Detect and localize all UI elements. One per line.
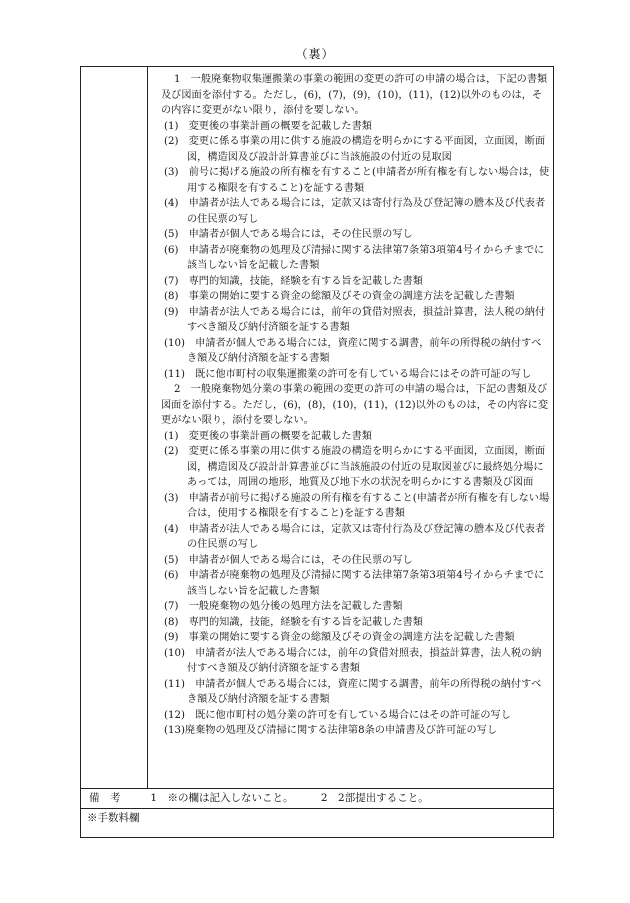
note-2: 2 2部提出すること。 xyxy=(320,792,429,804)
section1-item: (1) 変更後の事業計画の概要を記載した書類 xyxy=(164,120,372,132)
section2-item: (3) 申請者が前号に掲げる施設の所有権を有すること(申請者が所有権を有しない場合は，使用する権限を有すること)を証する書類 xyxy=(164,492,550,519)
attachments-content xyxy=(149,67,553,788)
section1-intro: 1 一般廃棄物収集運搬業の事業の範囲の変更の許可の申請の場合は，下記の書類及び図面を添付する。ただし，(6)，(7)，(9)，(10)，(11)，(12)以外のものは，その内容に変更がない限り，添付を要しない。 xyxy=(161,74,548,116)
section2-item: (7) 一般廃棄物の処分後の処理方法を記載した書類 xyxy=(164,601,403,612)
section1-item: (11) 既に他市町村の収集運搬業の許可を有している場合にはその許可証の写し xyxy=(164,368,532,380)
section2-item: (4) 申請者が法人である場合には，定款又は寄付行為及び登記簿の謄本及び代表者の住民票の写し xyxy=(164,523,546,550)
form-table xyxy=(80,66,554,838)
section2-item: (1) 変更後の事業計画の概要を記載した書類 xyxy=(164,430,372,442)
section1-item: (7) 専門的知識，技能，経験を有する旨を記載した書類 xyxy=(164,275,423,287)
section1-item: (8) 事業の開始に要する資金の総額及びその資金の調達方法を記載した書類 xyxy=(164,291,515,302)
section2-item: (10) 申請者が法人である場合には，前年の貸借対照表，損益計算書，法人税の納付すべき額及び納付済額を証する書類 xyxy=(164,647,542,674)
section1-item: (3) 前号に掲げる施設の所有権を有すること(申請者が所有権を有しない場合は，使用する権限を有すること)を証する書類 xyxy=(164,167,550,194)
section2-item: (13)廃棄物の処理及び清掃に関する法律第8条の申請書及び許可証の写し xyxy=(164,725,498,736)
fee-label: ※手数料欄 xyxy=(87,812,140,824)
section1-item: (10) 申請者が個人である場合には，資産に関する調書，前年の所得税の納付すべき額及び納付済額を証する書類 xyxy=(164,337,542,364)
note-1: 1 ※の欄は記入しないこと。 xyxy=(150,792,294,804)
notes-row xyxy=(81,788,553,808)
section1-item: (4) 申請者が法人である場合には，定款又は寄付行為及び登記簿の謄本及び代表者の住民票の写し xyxy=(164,198,546,225)
page-heading: （裏） xyxy=(295,47,335,61)
section2-item: (5) 申請者が個人である場合には，その住民票の写し xyxy=(164,554,413,566)
section1-item: (2) 変更に係る事業の用に供する施設の構造を明らかにする平面図，立面図，断面図，構造図及び設計計算書並びに当該施設の付近の見取図 xyxy=(164,136,546,163)
left-blank-column xyxy=(81,67,148,788)
fee-row xyxy=(81,808,553,837)
section2-item: (2) 変更に係る事業の用に供する施設の構造を明らかにする平面図，立面図，断面図，構造図及び設計計算書並びに当該施設の付近の見取図並びに最終処分場にあっては，周囲の地形，地質及び地下水の状況を明らかにする書類及び図面 xyxy=(164,446,546,488)
section2-intro: 2 一般廃棄物処分業の事業の範囲の変更の許可の申請の場合は，下記の書類及び図面を添付する。ただし，(6)，(8)，(10)，(11)，(12)以外のものは，その内容に変更がない限り，添付を要しない。 xyxy=(161,384,549,426)
section2-item: (8) 専門的知識，技能，経験を有する旨を記載した書類 xyxy=(164,616,423,628)
section2-item: (9) 事業の開始に要する資金の総額及びその資金の調達方法を記載した書類 xyxy=(164,632,515,643)
notes-label: 備 考 xyxy=(89,792,121,804)
section1-item: (5) 申請者が個人である場合には，その住民票の写し xyxy=(164,229,413,240)
section2-item: (12) 既に他市町村の処分業の許可を有している場合にはその許可証の写し xyxy=(164,709,511,721)
section2-item: (11) 申請者が個人である場合には，資産に関する調書，前年の所得税の納付すべき額及び納付済額を証する書類 xyxy=(164,678,542,705)
section1-item: (9) 申請者が法人である場合には，前年の貸借対照表，損益計算書，法人税の納付すべき額及び納付済額を証する書類 xyxy=(164,306,546,333)
section1-item: (6) 申請者が廃棄物の処理及び清掃に関する法律第7条第3項第4号イからチまでに該当しない旨を記載した書類 xyxy=(164,244,545,271)
section2-item: (6) 申請者が廃棄物の処理及び清掃に関する法律第7条第3項第4号イからチまでに該当しない旨を記載した書類 xyxy=(164,570,545,597)
